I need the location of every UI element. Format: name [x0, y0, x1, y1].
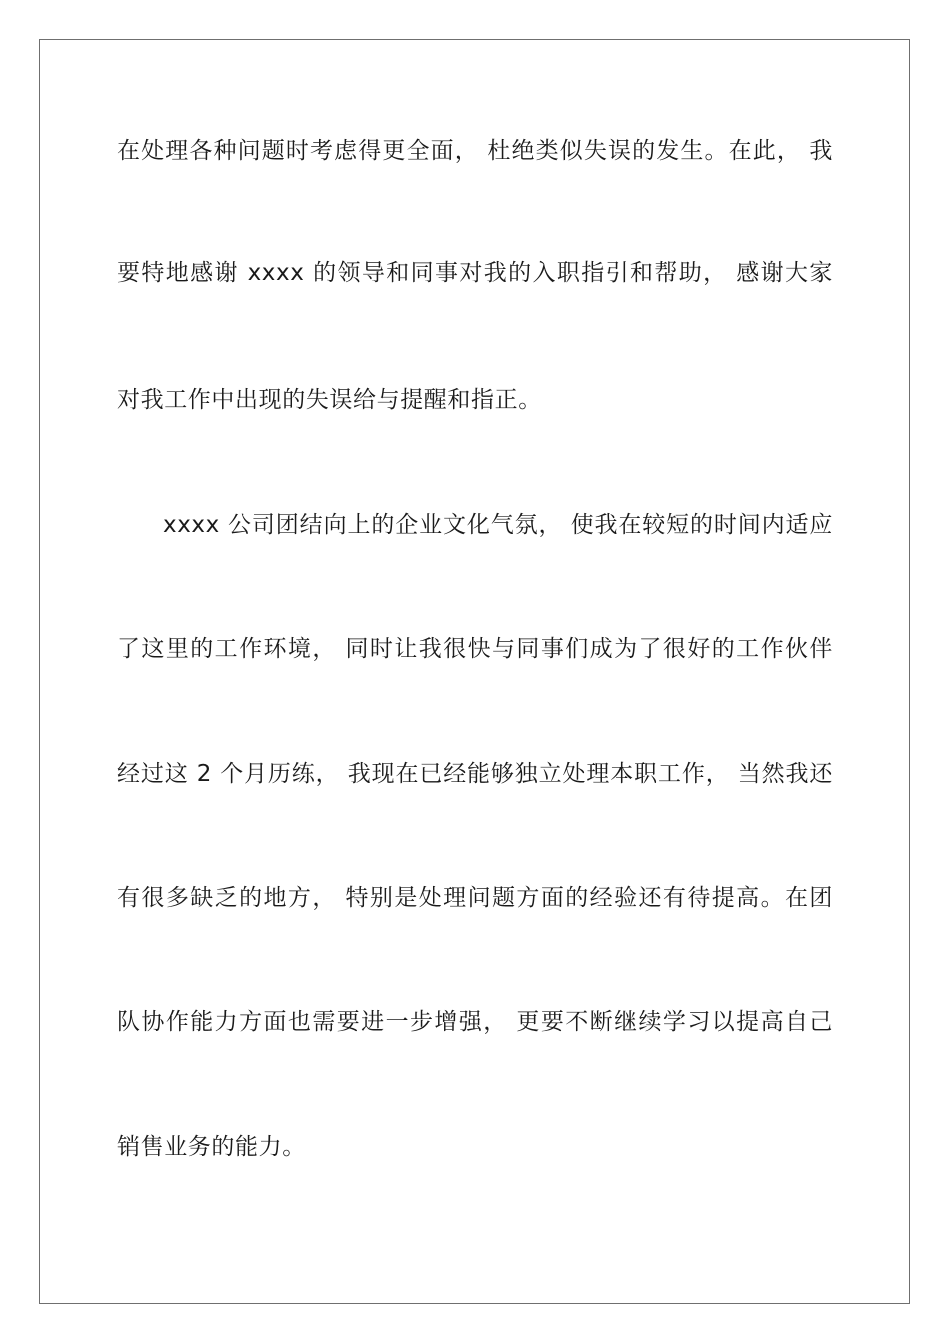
paragraph-line: 经过这 2 个月历练， 我现在已经能够独立处理本职工作， 当然我还 [117, 761, 833, 787]
paragraph-line: 对我工作中出现的失误给与提醒和指正。 [117, 387, 542, 413]
paragraph-line: 了这里的工作环境， 同时让我很快与同事们成为了很好的工作伙伴 [117, 636, 833, 662]
paragraph-line: 有很多缺乏的地方， 特别是处理问题方面的经验还有待提高。在团 [117, 885, 833, 911]
paragraph-line: xxxx 公司团结向上的企业文化气氛， 使我在较短的时间内适应 [163, 512, 833, 538]
paragraph-line: 要特地感谢 xxxx 的领导和同事对我的入职指引和帮助， 感谢大家 [117, 260, 833, 286]
paragraph-line: 队协作能力方面也需要进一步增强， 更要不断继续学习以提高自己 [117, 1009, 833, 1035]
paragraph-line: 销售业务的能力。 [117, 1134, 306, 1160]
paragraph-line: 在处理各种问题时考虑得更全面， 杜绝类似失误的发生。在此， 我 [117, 138, 833, 164]
page-border [39, 39, 910, 1304]
